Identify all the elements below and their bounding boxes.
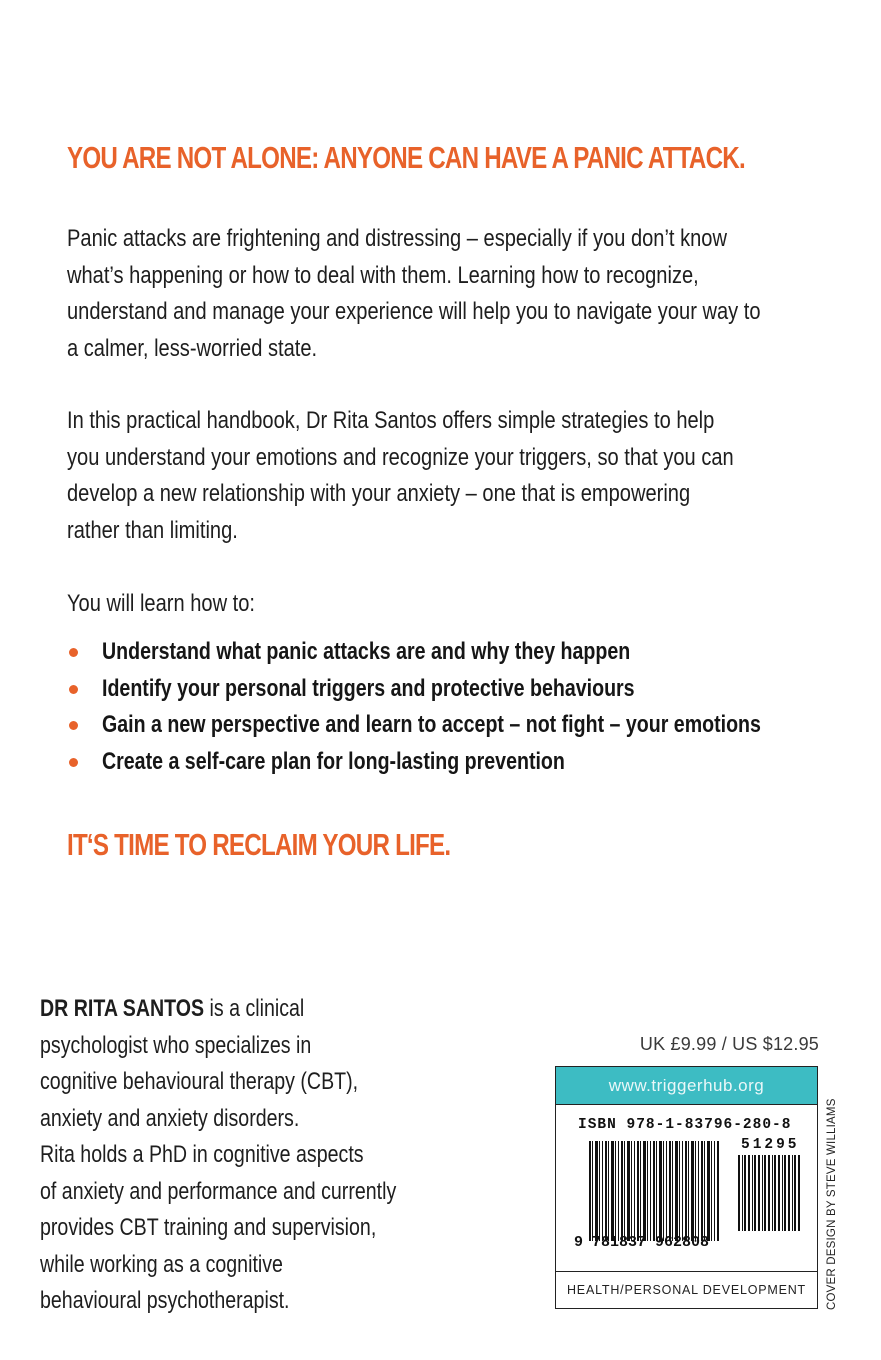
bio-line: Rita holds a PhD in cognitive aspects: [40, 1141, 364, 1168]
price-addon-digits: 51295: [741, 1137, 800, 1153]
bio-first-line: [40, 991, 440, 1028]
cover-design-credit: COVER DESIGN BY STEVE WILLIAMS: [826, 1098, 838, 1310]
barcode-main-bars-icon: [589, 1141, 719, 1241]
isbn-label: ISBN 978-1-83796-280-8: [578, 1117, 792, 1133]
paragraph-line: In this practical handbook, Dr Rita Santos offers simple strategies to help: [67, 407, 715, 434]
barcode-panel: [555, 1066, 818, 1309]
paragraph-line: Panic attacks are frightening and distressing – especially if you don’t know: [67, 225, 727, 252]
bio-line: provides CBT training and supervision,: [40, 1214, 377, 1241]
category-label: HEALTH/PERSONAL DEVELOPMENT: [556, 1271, 817, 1308]
bullet-text: Create a self-care plan for long-lasting prevention: [102, 747, 565, 775]
publisher-url: www.triggerhub.org: [556, 1067, 817, 1105]
paragraph-line: what’s happening or how to deal with them. Learning how to recognize,: [67, 261, 699, 289]
learn-intro: [67, 586, 805, 623]
paragraph-line: develop a new relationship with your anxiety – one that is empowering: [67, 480, 691, 507]
bio-line: anxiety and anxiety disorders.: [40, 1104, 300, 1132]
headline-bottom: IT‘S TIME TO RECLAIM YOUR LIFE.: [67, 827, 451, 862]
paragraph-line: understand and manage your experience will help you to navigate your way to: [67, 298, 761, 325]
bio-line: psychologist who specializes in: [40, 1031, 312, 1059]
bio-line: cognitive behavioural therapy (CBT),: [40, 1068, 359, 1095]
bullet-dot-icon: [69, 648, 78, 657]
bio-line: of anxiety and performance and currently: [40, 1177, 397, 1205]
paragraph-line: you understand your emotions and recognize your triggers, so that you can: [67, 443, 734, 471]
ean-digits: 9 781837 962808: [574, 1234, 710, 1251]
bullet-dot-icon: [69, 685, 78, 694]
paragraph-line: a calmer, less-worried state.: [67, 334, 318, 362]
learn-intro-text: You will learn how to:: [67, 590, 255, 617]
bullet-text: Gain a new perspective and learn to accept – not fight – your emotions: [102, 711, 761, 738]
bio-line: while working as a cognitive: [40, 1250, 283, 1278]
paragraph-handbook: [67, 403, 805, 549]
barcode-addon-bars-icon: [738, 1155, 801, 1231]
bullet-text: Understand what panic attacks are and why they happen: [102, 638, 631, 665]
bullet-text: Identify your personal triggers and protective behaviours: [102, 674, 635, 702]
bio-line: behavioural psychotherapist.: [40, 1287, 290, 1314]
author-bio: [40, 991, 440, 1320]
paragraph-intro: [67, 221, 805, 367]
paragraph-line: rather than limiting.: [67, 516, 238, 544]
author-name: DR RITA SANTOS: [40, 995, 205, 1022]
price-label: UK £9.99 / US $12.95: [639, 1034, 819, 1054]
bio-text: is a clinical: [204, 995, 305, 1022]
bullet-dot-icon: [69, 758, 78, 767]
headline-top: YOU ARE NOT ALONE: ANYONE CAN HAVE A PANIC ATTACK.: [67, 140, 745, 175]
bullet-dot-icon: [69, 721, 78, 730]
